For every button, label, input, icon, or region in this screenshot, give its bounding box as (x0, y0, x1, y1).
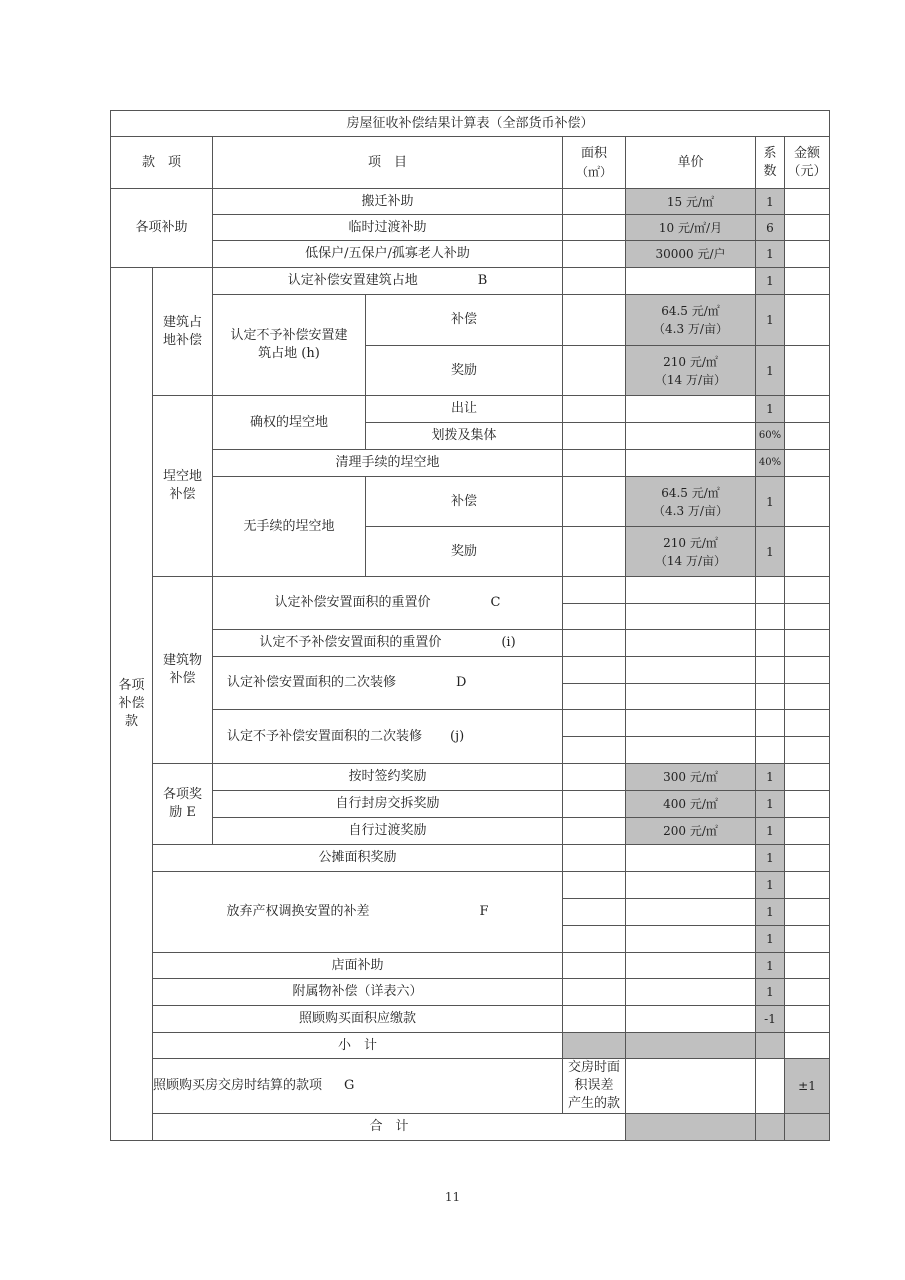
area-cell[interactable] (563, 450, 626, 477)
amount-cell[interactable] (785, 630, 830, 657)
price-cell[interactable] (626, 630, 756, 657)
price-cell: 15 元/㎡ (626, 189, 756, 215)
amount-cell[interactable] (785, 791, 830, 818)
settlement-sub-item: 交房时面积误差 产生的款 (563, 1059, 626, 1114)
row-item: 自行封房交拆奖励 (213, 791, 563, 818)
price-cell (626, 1033, 756, 1059)
price-cell[interactable] (626, 1006, 756, 1033)
coef-cell: 1 (756, 268, 785, 295)
compensation-category: 各项 补偿 款 (111, 268, 153, 1141)
table-row (111, 872, 830, 899)
amount-cell[interactable] (785, 979, 830, 1006)
area-cell[interactable] (563, 477, 626, 527)
coef-cell: -1 (756, 1006, 785, 1033)
row-item: 认定补偿安置面积的二次装修 D (213, 657, 563, 710)
price-cell[interactable] (626, 926, 756, 953)
amount-cell[interactable] (785, 423, 830, 450)
building-label: 建筑物 补偿 (153, 577, 213, 764)
rewards-label: 各项奖 励 E (153, 764, 213, 845)
title-row (111, 111, 830, 137)
header-category: 款 项 (111, 137, 213, 189)
table-row (111, 241, 830, 268)
subtotal-amount-cell[interactable] (785, 1033, 830, 1059)
table-row (111, 764, 830, 791)
row-item: 认定补偿安置面积的重置价 C (213, 577, 563, 630)
table-row (111, 295, 830, 346)
area-cell[interactable] (563, 423, 626, 450)
settlement-item: 照顾购买房交房时结算的款项 G (153, 1059, 563, 1114)
coef-cell: 1 (756, 979, 785, 1006)
coef-cell: 1 (756, 189, 785, 215)
row-sub-item: 奖励 (366, 527, 563, 577)
coef-cell: 1 (756, 872, 785, 899)
settlement-row (111, 1059, 830, 1114)
price-cell[interactable] (626, 979, 756, 1006)
table-row (111, 791, 830, 818)
coef-cell: 1 (756, 926, 785, 953)
area-cell[interactable] (563, 215, 626, 241)
row-item: 搬迁补助 (213, 189, 563, 215)
amount-cell[interactable] (785, 899, 830, 926)
price-cell (756, 1114, 785, 1141)
table-row (111, 710, 830, 737)
table-row (111, 953, 830, 979)
coef-cell: 60% (756, 423, 785, 450)
area-cell[interactable] (563, 295, 626, 346)
area-cell[interactable] (563, 953, 626, 979)
coef-cell (756, 1033, 785, 1059)
price-cell: 210 元/㎡ （14 万/亩） (626, 346, 756, 396)
area-cell[interactable] (563, 268, 626, 295)
price-cell[interactable] (626, 396, 756, 423)
amount-cell[interactable] (785, 764, 830, 791)
price-cell: 300 元/㎡ (626, 764, 756, 791)
table-row (111, 1006, 830, 1033)
price-cell[interactable] (626, 450, 756, 477)
total-label: 合 计 (153, 1114, 626, 1141)
row-sub-item: 划拨及集体 (366, 423, 563, 450)
area-cell[interactable] (563, 241, 626, 268)
row-item: 附属物补偿（详表六） (153, 979, 563, 1006)
area-cell[interactable] (563, 979, 626, 1006)
area-cell[interactable] (563, 764, 626, 791)
coef-cell: ±1 (785, 1059, 830, 1114)
coef-cell: 1 (756, 764, 785, 791)
row-item: 临时过渡补助 (213, 215, 563, 241)
header-unit-price: 单价 (626, 137, 756, 189)
price-cell[interactable] (626, 577, 756, 604)
coef-cell[interactable] (756, 657, 785, 684)
coef-cell (785, 1114, 830, 1141)
amount-cell[interactable] (785, 926, 830, 953)
price-cell[interactable] (626, 268, 756, 295)
area-cell (626, 1114, 756, 1141)
price-cell[interactable] (626, 657, 756, 684)
price-cell[interactable] (626, 423, 756, 450)
price-cell: 30000 元/户 (626, 241, 756, 268)
header-item: 项 目 (213, 137, 563, 189)
amount-cell[interactable] (785, 346, 830, 396)
coef-cell: 1 (756, 845, 785, 872)
coef-cell: 1 (756, 346, 785, 396)
row-item: 认定补偿安置建筑占地 B (213, 268, 563, 295)
table-title: 房屋征收补偿结果计算表（全部货币补偿） (111, 111, 830, 137)
area-cell[interactable] (563, 189, 626, 215)
row-sub-item: 补偿 (366, 477, 563, 527)
row-sub-item: 出让 (366, 396, 563, 423)
row-item: 照顾购买面积应缴款 (153, 1006, 563, 1033)
table-row (111, 577, 830, 604)
area-cell[interactable] (563, 845, 626, 872)
area-cell (563, 1033, 626, 1059)
price-cell: 210 元/㎡ （14 万/亩） (626, 527, 756, 577)
price-cell: 64.5 元/㎡ （4.3 万/亩） (626, 295, 756, 346)
table-row (111, 450, 830, 477)
coef-cell: 1 (756, 791, 785, 818)
amount-cell[interactable] (785, 818, 830, 845)
amount-cell[interactable] (785, 1006, 830, 1033)
page-number: 11 (444, 1190, 461, 1204)
row-item: 自行过渡奖励 (213, 818, 563, 845)
coef-cell: 1 (756, 396, 785, 423)
area-cell[interactable] (563, 872, 626, 899)
price-cell[interactable] (626, 872, 756, 899)
subtotal-label: 小 计 (153, 1033, 563, 1059)
price-cell: 10 元/㎡/月 (626, 215, 756, 241)
land-label: 建筑占 地补偿 (153, 268, 213, 396)
coef-cell: 40% (756, 450, 785, 477)
price-cell[interactable] (626, 604, 756, 630)
header-coefficient: 系 数 (756, 137, 785, 189)
coef-cell[interactable] (756, 604, 785, 630)
row-item: 低保户/五保户/孤寡老人补助 (213, 241, 563, 268)
area-cell[interactable] (563, 737, 626, 764)
coef-cell: 1 (756, 953, 785, 979)
amount-cell[interactable] (785, 295, 830, 346)
total-row (111, 1114, 830, 1141)
table-row (111, 818, 830, 845)
land-not-recognized-label: 认定不予补偿安置建 筑占地 (h) (213, 295, 366, 396)
coef-cell[interactable] (756, 630, 785, 657)
coef-cell: 1 (756, 477, 785, 527)
row-item: 清理手续的埕空地 (213, 450, 563, 477)
compensation-table (110, 110, 830, 1141)
area-cell[interactable] (563, 899, 626, 926)
area-cell[interactable] (563, 577, 626, 604)
coef-cell: 1 (756, 295, 785, 346)
table-row (111, 268, 830, 295)
row-sub-item: 补偿 (366, 295, 563, 346)
row-item: 放弃产权调换安置的补差 F (153, 872, 563, 953)
vacant-confirmed-label: 确权的埕空地 (213, 396, 366, 450)
amount-cell[interactable] (785, 953, 830, 979)
amount-cell[interactable] (785, 710, 830, 737)
amount-cell[interactable] (785, 737, 830, 764)
table-row (111, 396, 830, 423)
table-row (111, 979, 830, 1006)
price-cell[interactable] (626, 845, 756, 872)
area-cell[interactable] (563, 684, 626, 710)
amount-cell[interactable] (785, 845, 830, 872)
area-cell[interactable] (563, 657, 626, 684)
coef-cell: 1 (756, 818, 785, 845)
area-cell[interactable] (563, 791, 626, 818)
row-item: 认定不予补偿安置面积的二次装修 (j) (213, 710, 563, 764)
table-row (111, 630, 830, 657)
row-item: 公摊面积奖励 (153, 845, 563, 872)
area-cell[interactable] (626, 1059, 756, 1114)
coef-cell: 1 (756, 527, 785, 577)
amount-cell[interactable] (785, 684, 830, 710)
coef-cell: 1 (756, 899, 785, 926)
coef-cell[interactable] (756, 577, 785, 604)
coef-cell: 6 (756, 215, 785, 241)
amount-cell[interactable] (785, 527, 830, 577)
area-cell[interactable] (563, 710, 626, 737)
header-area: 面积 （㎡） (563, 137, 626, 189)
area-cell[interactable] (563, 396, 626, 423)
subtotal-row (111, 1033, 830, 1059)
amount-cell[interactable] (785, 604, 830, 630)
table-row (111, 215, 830, 241)
amount-cell[interactable] (785, 577, 830, 604)
table-row (111, 845, 830, 872)
price-cell[interactable] (756, 1059, 785, 1114)
price-cell[interactable] (626, 710, 756, 737)
price-cell[interactable] (626, 899, 756, 926)
price-cell[interactable] (626, 684, 756, 710)
header-row (111, 137, 830, 189)
amount-cell[interactable] (785, 215, 830, 241)
price-cell: 64.5 元/㎡ （4.3 万/亩） (626, 477, 756, 527)
amount-cell[interactable] (785, 189, 830, 215)
table-row (111, 657, 830, 684)
amount-cell[interactable] (785, 241, 830, 268)
table-row (111, 477, 830, 527)
header-amount: 金额 （元） (785, 137, 830, 189)
compensation-calculation-sheet (110, 110, 830, 1141)
price-cell[interactable] (626, 737, 756, 764)
amount-cell[interactable] (785, 657, 830, 684)
area-cell[interactable] (563, 346, 626, 396)
row-item: 认定不予补偿安置面积的重置价 (i) (213, 630, 563, 657)
price-cell: 200 元/㎡ (626, 818, 756, 845)
amount-cell[interactable] (785, 872, 830, 899)
amount-cell[interactable] (785, 450, 830, 477)
table-row (111, 189, 830, 215)
row-sub-item: 奖励 (366, 346, 563, 396)
area-cell[interactable] (563, 527, 626, 577)
area-cell[interactable] (563, 604, 626, 630)
amount-cell[interactable] (785, 268, 830, 295)
coef-cell[interactable] (756, 684, 785, 710)
price-cell[interactable] (626, 953, 756, 979)
vacant-label: 埕空地 补偿 (153, 396, 213, 577)
coef-cell[interactable] (756, 737, 785, 764)
area-cell[interactable] (563, 926, 626, 953)
row-item: 店面补助 (153, 953, 563, 979)
subsidies-category: 各项补助 (111, 189, 213, 268)
amount-cell[interactable] (785, 477, 830, 527)
area-cell[interactable] (563, 818, 626, 845)
coef-cell: 1 (756, 241, 785, 268)
row-item: 按时签约奖励 (213, 764, 563, 791)
area-cell[interactable] (563, 630, 626, 657)
vacant-no-procedure-label: 无手续的埕空地 (213, 477, 366, 577)
amount-cell[interactable] (785, 396, 830, 423)
price-cell: 400 元/㎡ (626, 791, 756, 818)
area-cell[interactable] (563, 1006, 626, 1033)
coef-cell[interactable] (756, 710, 785, 737)
